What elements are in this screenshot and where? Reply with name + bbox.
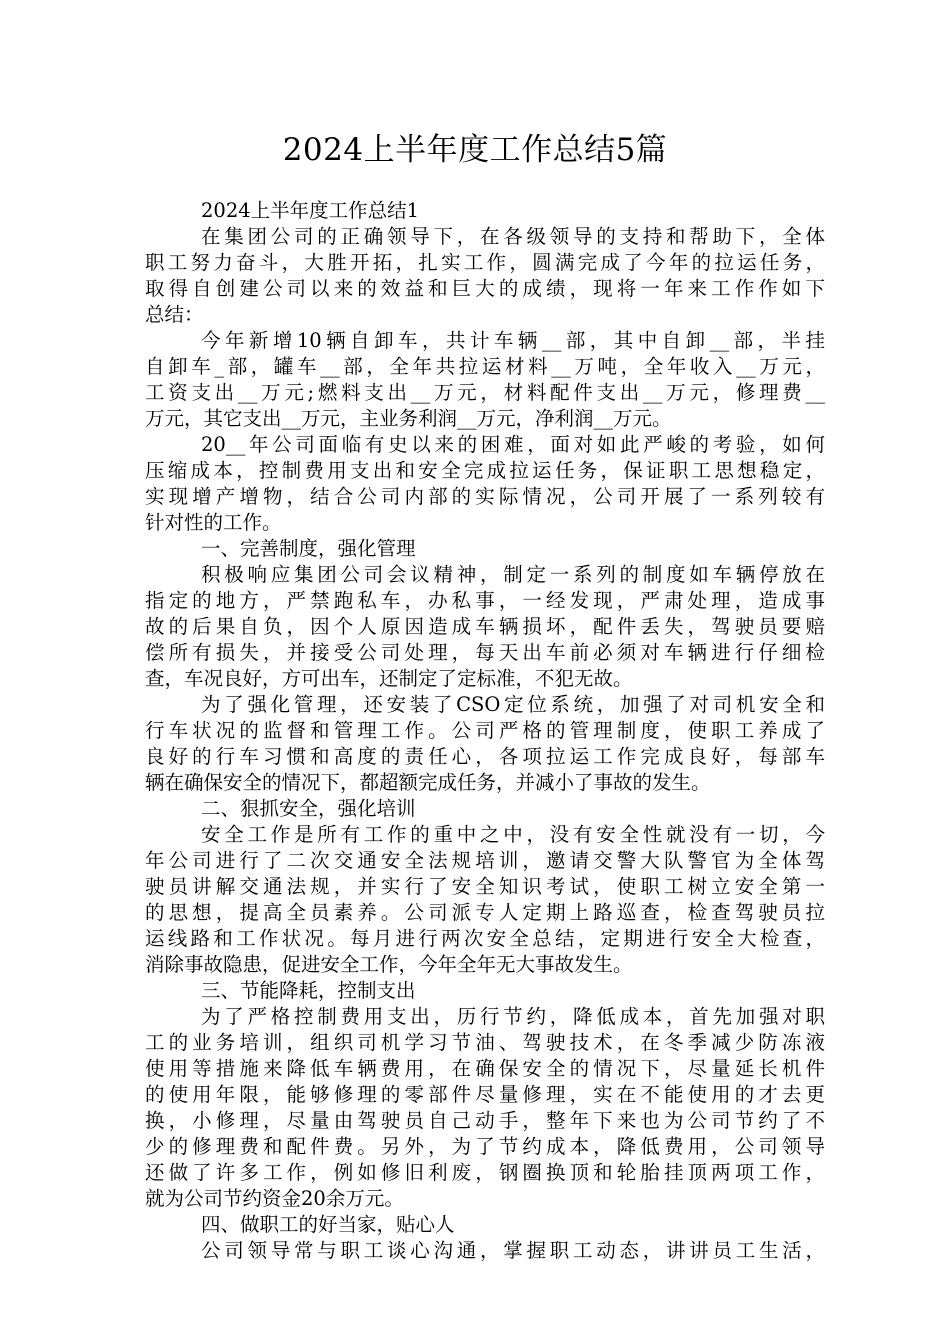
paragraph-line: 工资支出__万元;燃料支出__万元，材料配件支出__万元，修理费__ [145,381,825,404]
paragraph-line: 的使用年限，能够修理的零部件尽量修理，实在不能使用的才去更 [145,1083,825,1106]
paragraph-line: 消除事故隐患，促进安全工作，今年全年无大事故发生。 [145,953,633,976]
paragraph-line: 安全工作是所有工作的重中之中，没有安全性就没有一切，今 [201,823,825,846]
paragraph-line: 公司领导常与职工谈心沟通，掌握职工动态，讲讲员工生活， [201,1239,825,1262]
paragraph-line: 还做了许多工作，例如修旧利废，钢圈换顶和轮胎挂顶两项工作， [145,1161,825,1184]
paragraph-line: 2024上半年度工作总结1 [201,199,420,222]
paragraph-line: 为了强化管理，还安装了CSO定位系统，加强了对司机安全和 [201,693,825,716]
paragraph-line: 行车状况的监督和管理工作。公司严格的管理制度，使职工养成了 [145,719,825,742]
paragraph-line: 工的业务培训，组织司机学习节油、驾驶技术，在冬季减少防冻液 [145,1031,825,1054]
paragraph-line: 自卸车_部，罐车__部，全年共拉运材料__万吨，全年收入__万元， [145,355,825,378]
paragraph-line: 少的修理费和配件费。另外，为了节约成本，降低费用，公司领导 [145,1135,825,1158]
paragraph-line: 万元，其它支出__万元，主业务利润__万元，净利润__万元。 [145,407,672,430]
paragraph-line: 驶员讲解交通法规，并实行了安全知识考试，使职工树立安全第一 [145,875,825,898]
paragraph-line: 辆在确保安全的情况下，都超额完成任务，并减小了事故的发生。 [145,771,711,794]
paragraph-line: 三、节能降耗，控制支出 [201,979,416,1002]
document-title: 2024上半年度工作总结5篇 [282,132,668,168]
paragraph-line: 积极响应集团公司会议精神，制定一系列的制度如车辆停放在 [201,563,825,586]
paragraph-line: 总结： [145,303,204,326]
paragraph-line: 二、狠抓安全，强化培训 [201,797,416,820]
paragraph-line: 20__年公司面临有史以来的困难，面对如此严峻的考验，如何 [201,433,825,456]
paragraph-line: 职工努力奋斗，大胜开拓，扎实工作，圆满完成了今年的拉运任务， [145,251,825,274]
paragraph-line: 使用等措施来降低车辆费用，在确保安全的情况下，尽量延长机件 [145,1057,825,1080]
paragraph-line: 指定的地方，严禁跑私车，办私事，一经发现，严肃处理，造成事 [145,589,825,612]
paragraph-line: 四、做职工的好当家，贴心人 [201,1213,455,1236]
paragraph-line: 换，小修理，尽量由驾驶员自己动手，整年下来也为公司节约了不 [145,1109,825,1132]
paragraph-line: 的思想，提高全员素养。公司派专人定期上路巡查，检查驾驶员拉 [145,901,825,924]
paragraph-line: 在集团公司的正确领导下，在各级领导的支持和帮助下，全体 [201,225,825,248]
paragraph-line: 查，车况良好，方可出车，还制定了定标准，不犯无故。 [145,667,633,690]
paragraph-line: 实现增产增物，结合公司内部的实际情况，公司开展了一系列较有 [145,485,825,508]
paragraph-line: 良好的行车习惯和高度的责任心，各项拉运工作完成良好，每部车 [145,745,825,768]
paragraph-line: 偿所有损失，并接受公司处理，每天出车前必须对车辆进行仔细检 [145,641,825,664]
paragraph-line: 就为公司节约资金20余万元。 [145,1187,404,1210]
paragraph-line: 压缩成本，控制费用支出和安全完成拉运任务，保证职工思想稳定， [145,459,825,482]
paragraph-line: 针对性的工作。 [145,511,282,534]
paragraph-line: 今年新增10辆自卸车，共计车辆__部，其中自卸__部，半挂 [201,329,825,352]
paragraph-line: 故的后果自负，因个人原因造成车辆损坏，配件丢失，驾驶员要赔 [145,615,825,638]
paragraph-line: 取得自创建公司以来的效益和巨大的成绩，现将一年来工作作如下 [145,277,825,300]
paragraph-line: 为了严格控制费用支出，历行节约，降低成本，首先加强对职 [201,1005,825,1028]
document-body [145,198,825,1264]
paragraph-line: 年公司进行了二次交通安全法规培训，邀请交警大队警官为全体驾 [145,849,825,872]
paragraph-line: 运线路和工作状况。每月进行两次安全总结，定期进行安全大检查， [145,927,825,950]
paragraph-line: 一、完善制度，强化管理 [201,537,416,560]
